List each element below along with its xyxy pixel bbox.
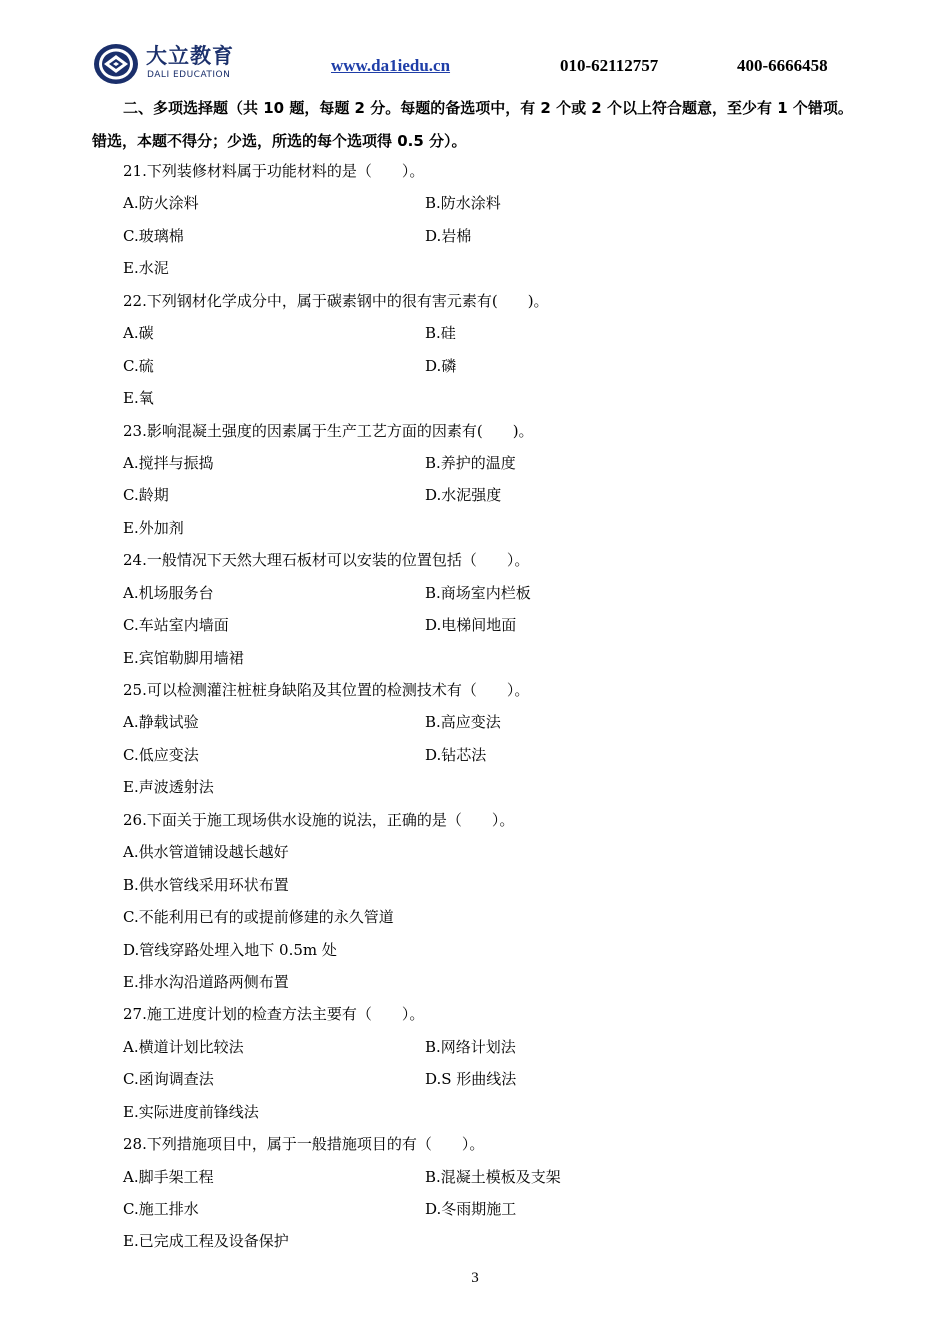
question-25 — [123, 674, 863, 804]
question-24 — [123, 544, 863, 674]
page-number: 3 — [471, 1270, 479, 1286]
option-c: C.硫 — [123, 356, 154, 375]
option-d: D.钻芯法 — [425, 745, 487, 764]
option-d: D.冬雨期施工 — [425, 1200, 517, 1218]
question-22 — [123, 285, 863, 415]
option-d: D.岩棉 — [425, 226, 472, 245]
option-e: E.实际进度前锋线法 — [123, 1102, 259, 1121]
option-e: E.宾馆勒脚用墙裙 — [123, 648, 244, 667]
question-stem: 21.下列装修材料属于功能材料的是（ ）。 — [123, 162, 425, 180]
question-stem: 28.下列措施项目中，属于一般措施项目的有（ ）。 — [123, 1135, 485, 1154]
question-stem: 24.一般情况下天然大理石板材可以安装的位置包括（ ）。 — [123, 551, 530, 570]
option-a: A.横道计划比较法 — [123, 1037, 244, 1056]
option-c: C.施工排水 — [123, 1200, 199, 1218]
option-e: E.水泥 — [123, 259, 169, 278]
dali-education-logo-icon — [92, 42, 140, 86]
option-a: A.防火涂料 — [123, 194, 199, 213]
option-b: B.防水涂料 — [425, 194, 501, 213]
brand-name-cn: 大立教育 — [146, 44, 234, 68]
option-c: C.玻璃棉 — [123, 226, 184, 245]
question-list — [123, 155, 863, 1258]
option-a: A.脚手架工程 — [123, 1167, 214, 1186]
option-c: C.函询调查法 — [123, 1070, 214, 1089]
option-d: D.电梯间地面 — [425, 616, 517, 635]
option-c: C.龄期 — [123, 486, 169, 505]
question-stem: 26.下面关于施工现场供水设施的说法，正确的是（ ）。 — [123, 810, 515, 829]
option-b: B.硅 — [425, 324, 456, 343]
option-d: D.磷 — [425, 356, 457, 375]
section-heading: 二、多项选择题（共 10 题，每题 2 分。每题的备选项中，有 2 个或 2 个以上符合题意，至少有 1 个错项。错选，本题不得分；少选，所选的每个选项得 0.5 分）。 — [92, 99, 853, 150]
question-26 — [123, 804, 863, 999]
option-c: C.不能利用已有的或提前修建的永久管道 — [123, 908, 394, 927]
option-d: D.管线穿路处埋入地下 0.5m 处 — [123, 940, 337, 959]
option-e: E.排水沟沿道路两侧布置 — [123, 972, 289, 991]
question-21 — [123, 155, 863, 285]
option-a: A.机场服务台 — [123, 583, 214, 602]
option-a: A.碳 — [123, 324, 154, 343]
question-23 — [123, 415, 863, 545]
option-e: E.已完成工程及设备保护 — [123, 1232, 289, 1251]
question-stem: 23.影响混凝土强度的因素属于生产工艺方面的因素有( )。 — [123, 421, 534, 440]
question-27 — [123, 998, 863, 1128]
option-a: A.供水管道铺设越长越好 — [123, 843, 289, 862]
option-e: E.声波透射法 — [123, 778, 214, 797]
question-stem: 22.下列钢材化学成分中，属于碳素钢中的很有害元素有( )。 — [123, 291, 549, 310]
option-b: B.高应变法 — [425, 713, 501, 732]
question-stem: 27.施工进度计划的检查方法主要有（ ）。 — [123, 1005, 425, 1024]
page-header — [0, 0, 950, 90]
question-28 — [123, 1128, 863, 1258]
option-c: C.低应变法 — [123, 745, 199, 764]
option-b: B.供水管线采用环状布置 — [123, 875, 289, 894]
brand-name-en: DALI EDUCATION — [147, 70, 231, 80]
option-a: A.搅拌与振捣 — [123, 453, 214, 472]
option-b: B.养护的温度 — [425, 453, 516, 472]
question-stem: 25.可以检测灌注桩桩身缺陷及其位置的检测技术有（ ）。 — [123, 681, 530, 699]
phone-number-2: 400-6666458 — [737, 56, 828, 75]
option-d: D.S 形曲线法 — [425, 1070, 517, 1089]
option-b: B.网络计划法 — [425, 1037, 516, 1056]
phone-number-1: 010-62112757 — [560, 56, 659, 75]
option-b: B.商场室内栏板 — [425, 583, 531, 602]
option-a: A.静载试验 — [123, 713, 199, 732]
option-c: C.车站室内墙面 — [123, 616, 229, 635]
option-b: B.混凝土模板及支架 — [425, 1167, 561, 1186]
option-e: E.氧 — [123, 389, 154, 408]
option-d: D.水泥强度 — [425, 486, 502, 505]
website-link[interactable]: www.da1iedu.cn — [331, 56, 451, 75]
option-e: E.外加剂 — [123, 518, 184, 537]
